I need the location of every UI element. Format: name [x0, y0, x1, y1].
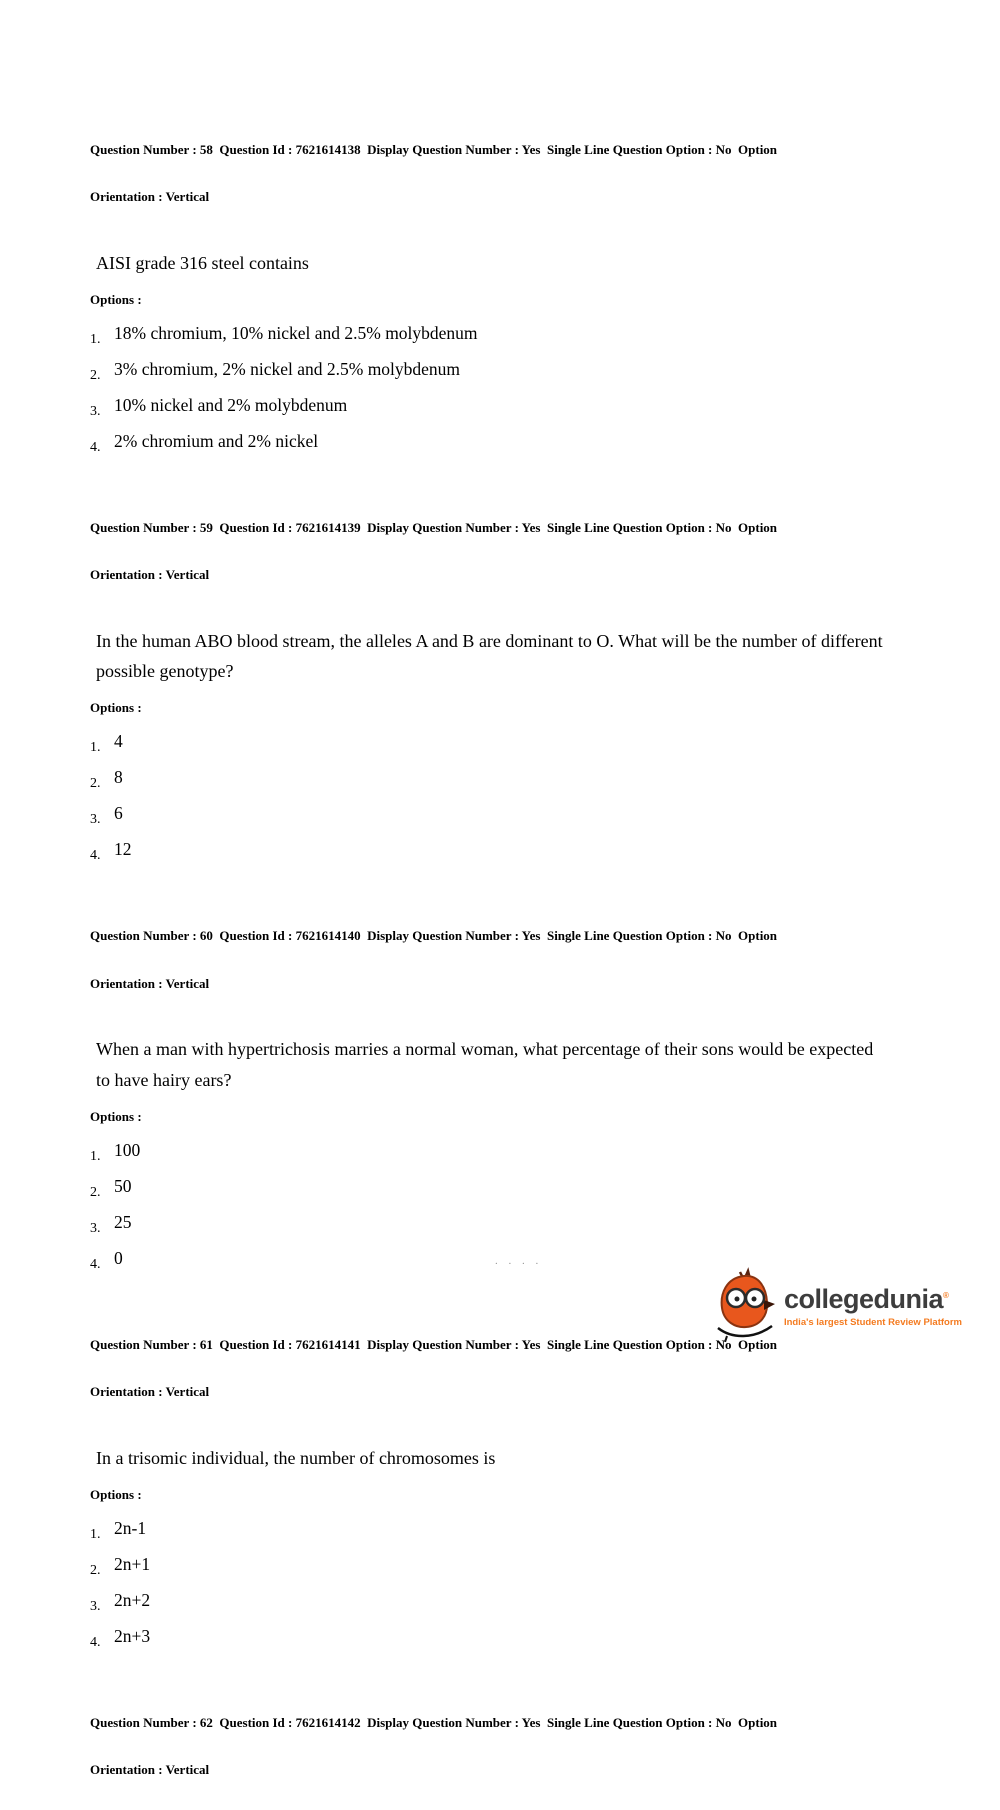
option-row [90, 395, 908, 420]
option-number: 2. [90, 368, 101, 384]
question-text: In the human ABO blood stream, the alleles A and B are dominant to O. What will be the number of different possible genotype? [96, 630, 883, 682]
collegedunia-wordmark [784, 1285, 962, 1328]
question-meta-line: Orientation : Vertical [90, 1762, 210, 1778]
question-meta [90, 1683, 880, 1810]
option-row [90, 1589, 908, 1614]
option-number: 4. [90, 848, 101, 864]
question-block-60 [90, 896, 908, 1272]
brand-tagline: India's largest Student Review Platform [783, 1317, 962, 1329]
option-number: 1. [90, 1148, 101, 1164]
option-number: 2. [90, 776, 101, 792]
question-meta [90, 488, 880, 615]
option-row [90, 731, 908, 756]
options-label: Options : [90, 292, 142, 308]
question-meta-line: Question Number : 58 Question Id : 7621614138 Display Question Number : Yes Single Line Question Option : No Option [90, 141, 778, 157]
brand-name-text: collegedunia [783, 1283, 943, 1314]
cropped-text-fragment: . . . . [495, 1255, 543, 1267]
options-label: Options : [90, 1486, 142, 1502]
option-text: 4 [114, 731, 123, 752]
option-number: 4. [90, 440, 101, 456]
option-text: 8 [114, 767, 123, 788]
brand-name [784, 1285, 962, 1313]
option-text: 2n+2 [114, 1589, 151, 1610]
option-row [90, 1211, 908, 1236]
option-text: 2n-1 [114, 1517, 147, 1538]
question-meta-line: Orientation : Vertical [90, 189, 210, 205]
question-text: AISI grade 316 steel contains [96, 252, 309, 273]
question-meta-line: Question Number : 61 Question Id : 7621614141 Display Question Number : Yes Single Line Question Option : No Option [90, 1336, 778, 1352]
question-meta-line: Question Number : 62 Question Id : 7621614142 Display Question Number : Yes Single Line Question Option : No Option [90, 1714, 778, 1730]
option-text: 0 [114, 1247, 123, 1268]
option-number: 3. [90, 812, 101, 828]
option-text: 3% chromium, 2% nickel and 2.5% molybdenum [114, 359, 461, 380]
option-row [90, 1175, 908, 1200]
question-block-59 [90, 488, 908, 864]
collegedunia-bird-icon [714, 1266, 776, 1347]
option-row [90, 323, 908, 348]
option-row [90, 839, 908, 864]
collegedunia-logo [714, 1266, 962, 1347]
option-row [90, 1139, 908, 1164]
question-meta-line: Question Number : 59 Question Id : 7621614139 Display Question Number : Yes Single Line Question Option : No Option [90, 519, 778, 535]
option-text: 10% nickel and 2% molybdenum [114, 395, 348, 416]
option-row [90, 1517, 908, 1542]
option-number: 3. [90, 1220, 101, 1236]
options-label: Options : [90, 700, 142, 716]
option-row [90, 431, 908, 456]
question-block-58 [90, 110, 908, 456]
option-number: 2. [90, 1562, 101, 1578]
option-number: 1. [90, 332, 101, 348]
question-text: When a man with hypertrichosis marries a normal woman, what percentage of their sons would be expected to have hairy ears? [96, 1039, 874, 1090]
option-text: 18% chromium, 10% nickel and 2.5% molybdenum [114, 323, 478, 344]
options-label: Options : [90, 1108, 142, 1124]
option-number: 4. [90, 1634, 101, 1650]
option-text: 100 [114, 1139, 141, 1160]
question-meta [90, 110, 880, 237]
option-row [90, 767, 908, 792]
question-meta-line: Orientation : Vertical [90, 567, 210, 583]
question-meta-line: Orientation : Vertical [90, 1384, 210, 1400]
question-block-62 [90, 1683, 908, 1810]
question-meta-line: Orientation : Vertical [90, 975, 210, 991]
option-number: 1. [90, 740, 101, 756]
question-meta-line: Question Number : 60 Question Id : 7621614140 Display Question Number : Yes Single Line Question Option : No Option [90, 928, 778, 944]
option-text: 2n+3 [114, 1625, 151, 1646]
option-row [90, 359, 908, 384]
question-text: In a trisomic individual, the number of chromosomes is [96, 1447, 496, 1468]
option-number: 4. [90, 1256, 101, 1272]
question-meta [90, 896, 880, 1023]
option-number: 1. [90, 1526, 101, 1542]
option-text: 2% chromium and 2% nickel [114, 431, 319, 452]
option-row [90, 803, 908, 828]
option-row [90, 1553, 908, 1578]
brand-trademark: ® [942, 1290, 949, 1300]
option-text: 50 [114, 1175, 132, 1196]
option-text: 12 [114, 839, 132, 860]
option-number: 2. [90, 1184, 101, 1200]
option-number: 3. [90, 1598, 101, 1614]
option-text: 2n+1 [114, 1553, 151, 1574]
option-row [90, 1625, 908, 1650]
option-number: 3. [90, 404, 101, 420]
question-block-61 [90, 1305, 908, 1650]
option-text: 25 [114, 1211, 132, 1232]
option-text: 6 [114, 803, 123, 824]
